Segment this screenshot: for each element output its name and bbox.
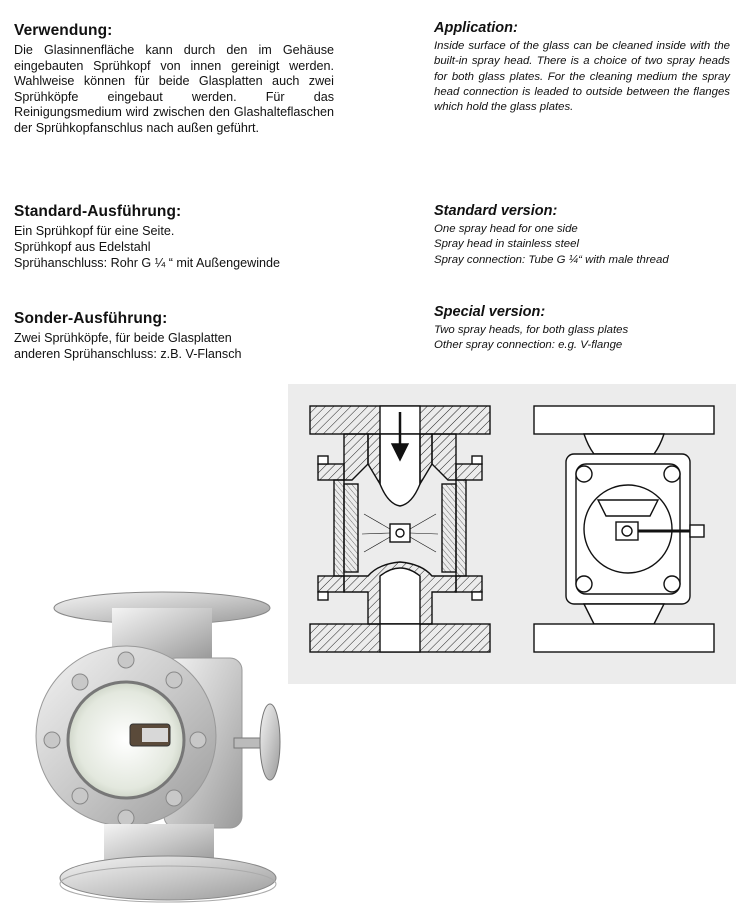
usage-title-en: Application: [434, 20, 518, 36]
standard-line-de: Sprühkopf aus Edelstahl [14, 239, 151, 254]
special-section-de [14, 310, 334, 363]
standard-section-en [434, 203, 730, 268]
standard-line-de: Ein Sprühkopf für eine Seite. [14, 224, 175, 238]
usage-section-en [434, 20, 730, 115]
special-title-de: Sonder-Ausführung: [14, 310, 168, 327]
special-line-de: Zwei Sprühköpfe, für beide Glasplatten [14, 331, 232, 345]
special-title-en: Special version: [434, 304, 546, 320]
standard-line-en: One spray head for one side [434, 223, 578, 235]
usage-text-de: Die Glasinnenfläche kann durch den im Gehäuse eingebauten Sprühkopf von innen gereinigt werden. Wahlweise können für beide Glasplatten auch zwei Sprühköpfe eingebaut werden. Für das Reinigungsmedium wird zwischen den Glashalteflaschen der Sprühkopfanschlus nach außen geführt. [14, 43, 334, 135]
special-line-en: Other spray connection: e.g. V-flange [434, 339, 623, 352]
special-line-en: Two spray heads, for both glass plates [434, 324, 629, 336]
standard-title-de: Standard-Ausführung: [14, 203, 182, 220]
usage-title-de: Verwendung: [14, 22, 113, 39]
special-line-de: anderen Sprühanschluss: z.B. V-Flansch [14, 346, 242, 361]
usage-text-en: Inside surface of the glass can be cleaned inside with the built-in spray head. There is a choice of two spray heads for both glass plates. For the cleaning medium the spray head connection is leaded to outside between the flanges which hold the glass plates. [434, 40, 730, 114]
standard-section-de [14, 203, 334, 271]
standard-line-en: Spray head in stainless steel [434, 238, 579, 251]
standard-line-en: Spray connection: Tube G ¼“ with male thread [434, 253, 669, 266]
sight-glass-photo [34, 588, 302, 912]
technical-drawing [288, 384, 736, 684]
usage-section-de [14, 22, 334, 137]
special-section-en [434, 304, 730, 354]
standard-title-en: Standard version: [434, 203, 558, 219]
standard-line-de: Sprühanschluss: Rohr G ¼ “ mit Außengewinde [14, 255, 280, 270]
